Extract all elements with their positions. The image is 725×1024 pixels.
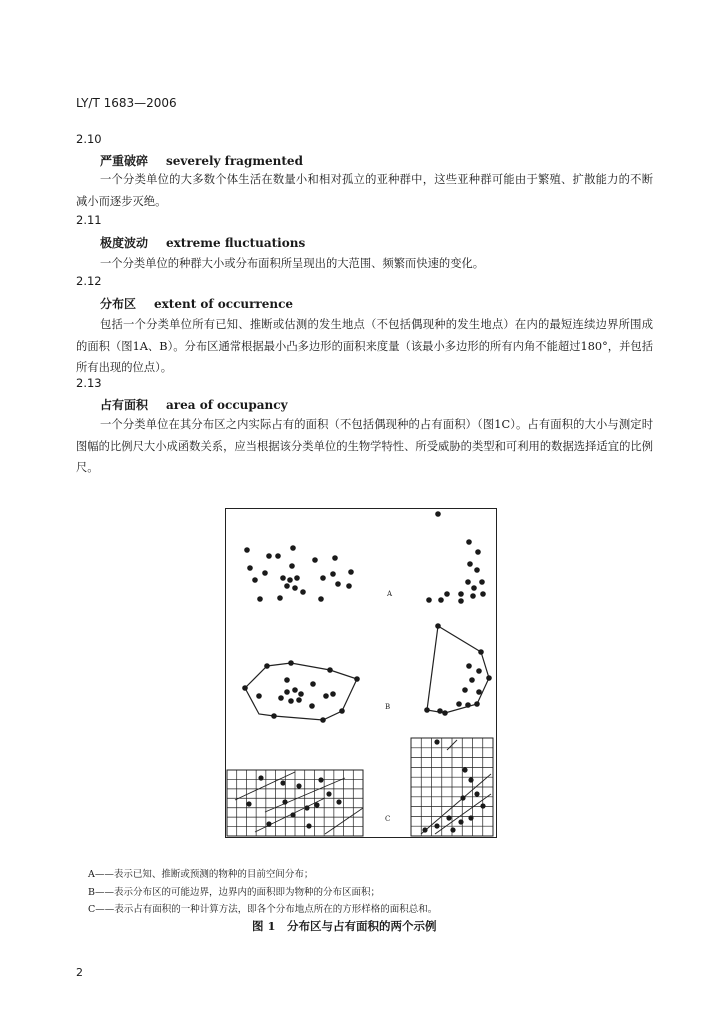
- standard-code-header: LY/T 1683—2006: [76, 96, 177, 110]
- figure-title: 图 1 分布区与占有面积的两个示例: [252, 919, 437, 933]
- term-heading: [100, 152, 303, 169]
- figure-extent-occupancy: [225, 508, 497, 838]
- page-number: 2: [76, 966, 83, 979]
- figure-caption-a: A——表示已知、推断或预测的物种的目前空间分布；: [88, 869, 314, 880]
- term-heading: [100, 295, 293, 312]
- term-english: extreme fluctuations: [166, 236, 306, 250]
- term-heading: [100, 396, 288, 413]
- term-english: severely fragmented: [166, 154, 303, 168]
- definition-paragraph: 包括一个分类单位所有已知、推断或估测的发生地点（不包括偶现种的发生地点）在内的最短连续边界所围成的面积（图1A、B）。分布区通常根据最小凸多边形的面积来度量（该最小多边形的所有内角不能超过180°，并包括所有出现的位点）。: [76, 318, 653, 374]
- figure-caption-c: C——表示占有面积的一种计算方法，即各个分布地点所在的方形样格的面积总和。: [88, 904, 438, 915]
- section-number: 2.12: [76, 274, 102, 288]
- panel-label-b: B: [385, 703, 391, 711]
- figure-caption-b: B——表示分布区的可能边界，边界内的面积即为物种的分布区面积；: [88, 887, 380, 898]
- section-number: 2.13: [76, 376, 102, 390]
- definition-paragraph: 一个分类单位在其分布区之内实际占有的面积（不包括偶现种的占有面积）（图1C）。占有面积的大小与测定时图幅的比例尺大小成函数关系，应当根据该分类单位的生物学特性、所受威胁的类型和可利用的数据选择适宜的比例尺。: [76, 418, 653, 474]
- section-number: 2.10: [76, 132, 102, 146]
- definition-paragraph: 一个分类单位的大多数个体生活在数量小和相对孤立的亚种群中，这些亚种群可能由于繁殖、扩散能力的不断减小而逐步灭绝。: [76, 173, 653, 208]
- figure-drawing: [225, 508, 497, 838]
- term-chinese: 严重破碎: [100, 154, 149, 168]
- term-chinese: 分布区: [100, 297, 137, 311]
- term-chinese: 占有面积: [100, 398, 149, 412]
- term-heading: [100, 234, 305, 251]
- term-english: extent of occurrence: [154, 297, 294, 311]
- term-english: area of occupancy: [166, 398, 288, 412]
- definition-paragraph: 一个分类单位的种群大小或分布面积所呈现出的大范围、频繁而快速的变化。: [100, 257, 485, 270]
- panel-label-a: A: [387, 590, 393, 598]
- section-number: 2.11: [76, 213, 102, 227]
- panel-label-c: C: [385, 815, 391, 823]
- term-chinese: 极度波动: [100, 236, 149, 250]
